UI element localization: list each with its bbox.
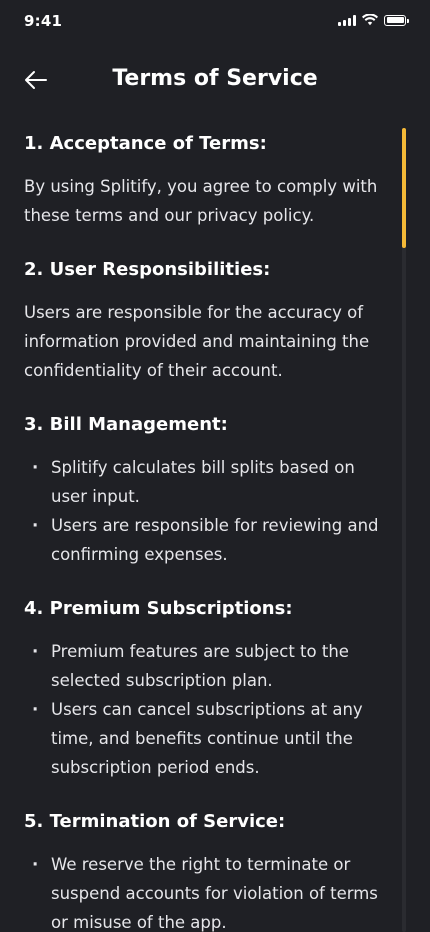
section-premium-subscriptions xyxy=(24,591,394,782)
scrollbar-thumb[interactable] xyxy=(402,128,406,248)
section-termination xyxy=(24,804,394,932)
section-acceptance xyxy=(24,126,394,230)
section-title: 2. User Responsibilities: xyxy=(24,259,271,280)
signal-icon xyxy=(338,15,356,26)
page-title: Terms of Service xyxy=(112,66,318,91)
bullet-list xyxy=(24,637,394,782)
section-user-responsibilities xyxy=(24,252,394,385)
section-bill-management xyxy=(24,407,394,569)
list-item: · Splitify calculates bill splits based on user input. xyxy=(24,453,394,511)
section-title: 3. Bill Management: xyxy=(24,414,228,435)
battery-icon xyxy=(384,15,406,26)
section-title: 5. Termination of Service: xyxy=(24,811,286,832)
header xyxy=(0,56,430,106)
list-item: · Premium features are subject to the selected subscription plan. xyxy=(24,637,394,695)
list-item: · We reserve the right to terminate or suspend accounts for violation of terms or misuse of the app. xyxy=(24,850,394,932)
list-item: · Users are responsible for reviewing and confirming expenses. xyxy=(24,511,394,569)
section-paragraph: Users are responsible for the accuracy of information provided and maintaining the confidentiality of their account. xyxy=(24,303,370,380)
section-paragraph: By using Splitify, you agree to comply with these terms and our privacy policy. xyxy=(24,177,378,225)
status-bar xyxy=(0,0,430,44)
section-title: 1. Acceptance of Terms: xyxy=(24,133,267,154)
status-time: 9:41 xyxy=(24,12,63,30)
wifi-icon xyxy=(362,14,378,26)
list-item: · Users can cancel subscriptions at any time, and benefits continue until the subscription period ends. xyxy=(24,695,394,782)
terms-content[interactable] xyxy=(24,126,394,932)
scrollbar[interactable] xyxy=(402,128,406,932)
bullet-list xyxy=(24,850,394,932)
status-icons xyxy=(338,14,406,26)
section-title: 4. Premium Subscriptions: xyxy=(24,598,293,619)
bullet-list xyxy=(24,453,394,569)
